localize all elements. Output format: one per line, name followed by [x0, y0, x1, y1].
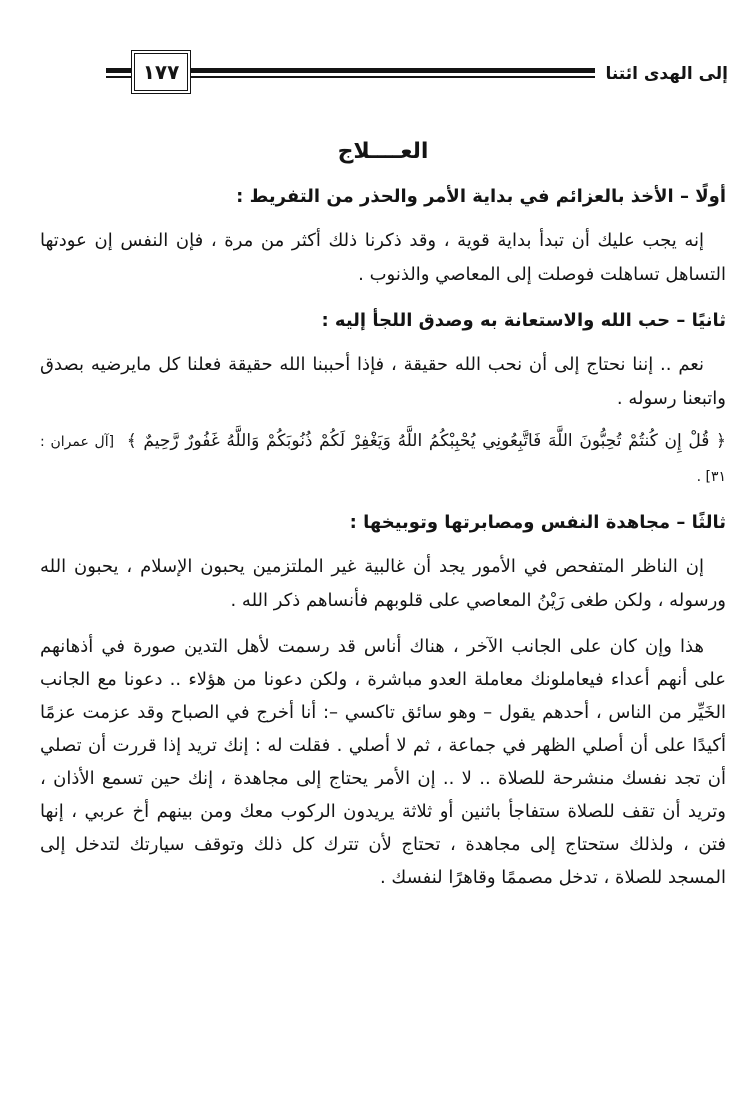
running-title: إلى الهدى ائتنا	[595, 62, 728, 86]
paragraph-1: إنه يجب عليك أن تبدأ بداية قوية ، وقد ذكرنا ذلك أكثر من مرة ، فإن النفس إن عودتها التساهل تساهلت فوصلت إلى المعاصي والذنوب .	[40, 230, 726, 285]
point-heading-3: ثالثًا – مجاهدة النفس ومصابرتها وتوبيخها :	[349, 512, 726, 533]
paragraph-3: إن الناظر المتفحص في الأمور يجد أن غالبية غير الملتزمين يحبون الإسلام ، يحبون الله ورسوله ، ولكن طغى رَيْنُ المعاصي على قلوبهم فأنساهم ذكر الله .	[40, 556, 726, 611]
page-header	[0, 0, 748, 110]
page-content	[40, 132, 726, 894]
paragraph-2: نعم .. إننا نحتاج إلى أن نحب الله حقيقة ، فإذا أحببنا الله حقيقة فعلنا كل مايرضيه بصدق واتبعنا رسوله .	[40, 354, 726, 409]
page-number: ١٧٧	[131, 50, 191, 94]
paragraph-4: هذا وإن كان على الجانب الآخر ، هناك أناس قد رسمت لأهل التدين صورة في أذهانهم على أنهم أعداء فيعاملونك معاملة العدو مباشرة ، ولكن دعونا من هؤلاء .. دعونا مع الجانب الخَيِّر من الناس ، أحدهم يقول – وهو سائق تاكسي –: أنا أخرج في الصباح وقد عزمت عزمًا أكيدًا على أن أصلي الظهر في جماعة ، ثم لا أصلي . فقلت له : إنك تريد إذا قررت أن تصلي أن تجد نفسك منشرحة للصلاة .. لا .. إن الأمر يحتاج إلى مجاهدة ، إنك حين تسمع الأذان ، وتريد أن تقف للصلاة ستفاجأ باثنين أو ثلاثة يريدون الركوب معك ومن بينهم أخ عربي ، إنها فتن ، ولذلك ستحتاج إلى مجاهدة ، تحتاج لأن تترك كل ذلك وتوقف سيارتك لتدخل إلى المسجد للصلاة ، تدخل مصممًا وقاهرًا لنفسك .	[40, 636, 726, 888]
section-title: العــــلاج	[337, 139, 429, 164]
point-heading-1: أولًا – الأخذ بالعزائم في بداية الأمر والحذر من التفريط :	[236, 186, 726, 207]
verse-text: ﴿ قُلْ إِن كُنتُمْ تُحِبُّونَ اللَّهَ فَاتَّبِعُونِي يُحْبِبْكُمُ اللَّهُ وَيَغْفِرْ لَكُمْ ذُنُوبَكُمْ وَاللَّهُ غَفُورٌ رَّحِيمٌ ﴾	[126, 431, 727, 451]
quran-verse	[40, 424, 726, 494]
verse-citation: [آل عمران : ٣١] .	[40, 434, 726, 485]
point-heading-2: ثانيًا – حب الله والاستعانة به وصدق اللجأ إليه :	[321, 310, 726, 331]
